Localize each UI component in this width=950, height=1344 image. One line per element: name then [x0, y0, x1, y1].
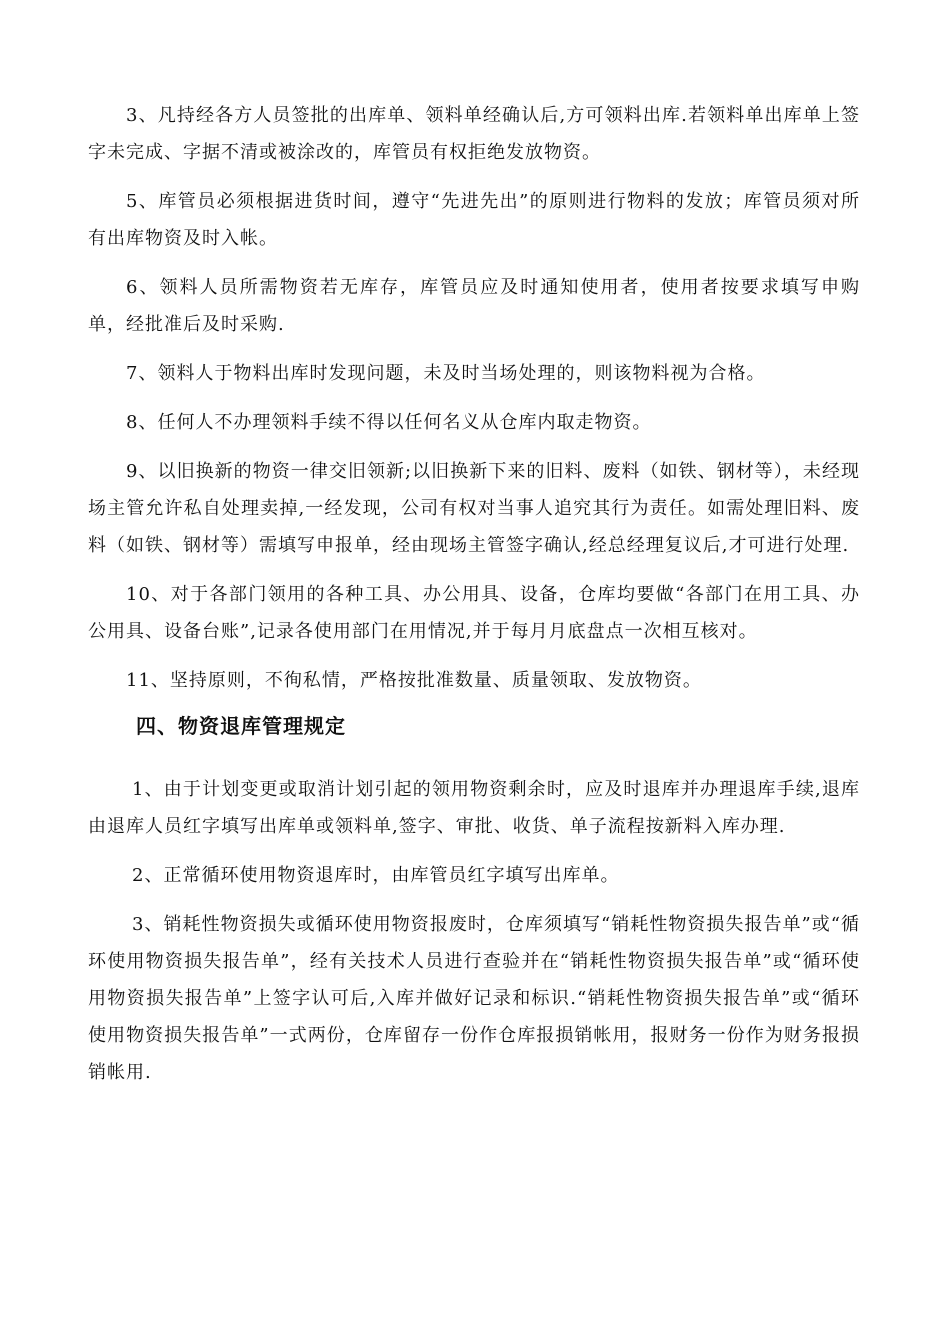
paragraph-return-2: 2、正常循环使用物资退库时，由库管员红字填写出库单。: [132, 865, 620, 886]
paragraph-return-3: 3、销耗性物资损失或循环使用物资报废时，仓库须填写“销耗性物资损失报告单”或“循环使用物资损失报告单”，经有关技术人员进行查验并在“销耗性物资损失报告单”或“循环使用物资损失报告单”上签字认可后,入库并做好记录和标识.“销耗性物资损失报告单”或“循环使用物资损失报告单”一式两份，仓库留存一份作仓库报损销帐用，报财务一份作为财务报损销帐用.: [88, 914, 860, 1083]
paragraph-release-10: 10、对于各部门领用的各种工具、办公用具、设备，仓库均要做“各部门在用工具、办公用具、设备台账”,记录各使用部门在用情况,并于每月月底盘点一次相互核对。: [88, 584, 860, 642]
paragraph-release-5: 5、库管员必须根据进货时间，遵守“先进先出”的原则进行物料的发放；库管员须对所有出库物资及时入帐。: [88, 191, 860, 249]
paragraph-release-3: 3、凡持经各方人员签批的出库单、领料单经确认后,方可领料出库.若领料单出库单上签字未完成、字据不清或被涂改的，库管员有权拒绝发放物资。: [88, 105, 860, 163]
paragraph-release-9: 9、以旧换新的物资一律交旧领新;以旧换新下来的旧料、废料（如铁、钢材等），未经现场主管允许私自处理卖掉,一经发现，公司有权对当事人追究其行为责任。如需处理旧料、废料（如铁、钢材等）需填写申报单，经由现场主管签字确认,经总经理复议后,才可进行处理.: [88, 461, 860, 556]
document-body: [88, 97, 860, 1103]
paragraph-release-7: 7、领料人于物料出库时发现问题，未及时当场处理的，则该物料视为合格。: [126, 363, 766, 384]
paragraph-release-11: 11、坚持原则，不徇私情，严格按批准数量、质量领取、发放物资。: [126, 670, 702, 691]
section-heading-return: 四、物资退库管理规定: [136, 714, 346, 738]
paragraph-release-8: 8、任何人不办理领料手续不得以任何名义从仓库内取走物资。: [126, 412, 652, 433]
paragraph-return-1: 1、由于计划变更或取消计划引起的领用物资剩余时，应及时退库并办理退库手续,退库由退库人员红字填写出库单或领料单,签字、审批、收货、单子流程按新料入库办理.: [88, 779, 860, 837]
paragraph-release-6: 6、领料人员所需物资若无库存，库管员应及时通知使用者，使用者按要求填写申购单，经批准后及时采购.: [88, 277, 860, 335]
